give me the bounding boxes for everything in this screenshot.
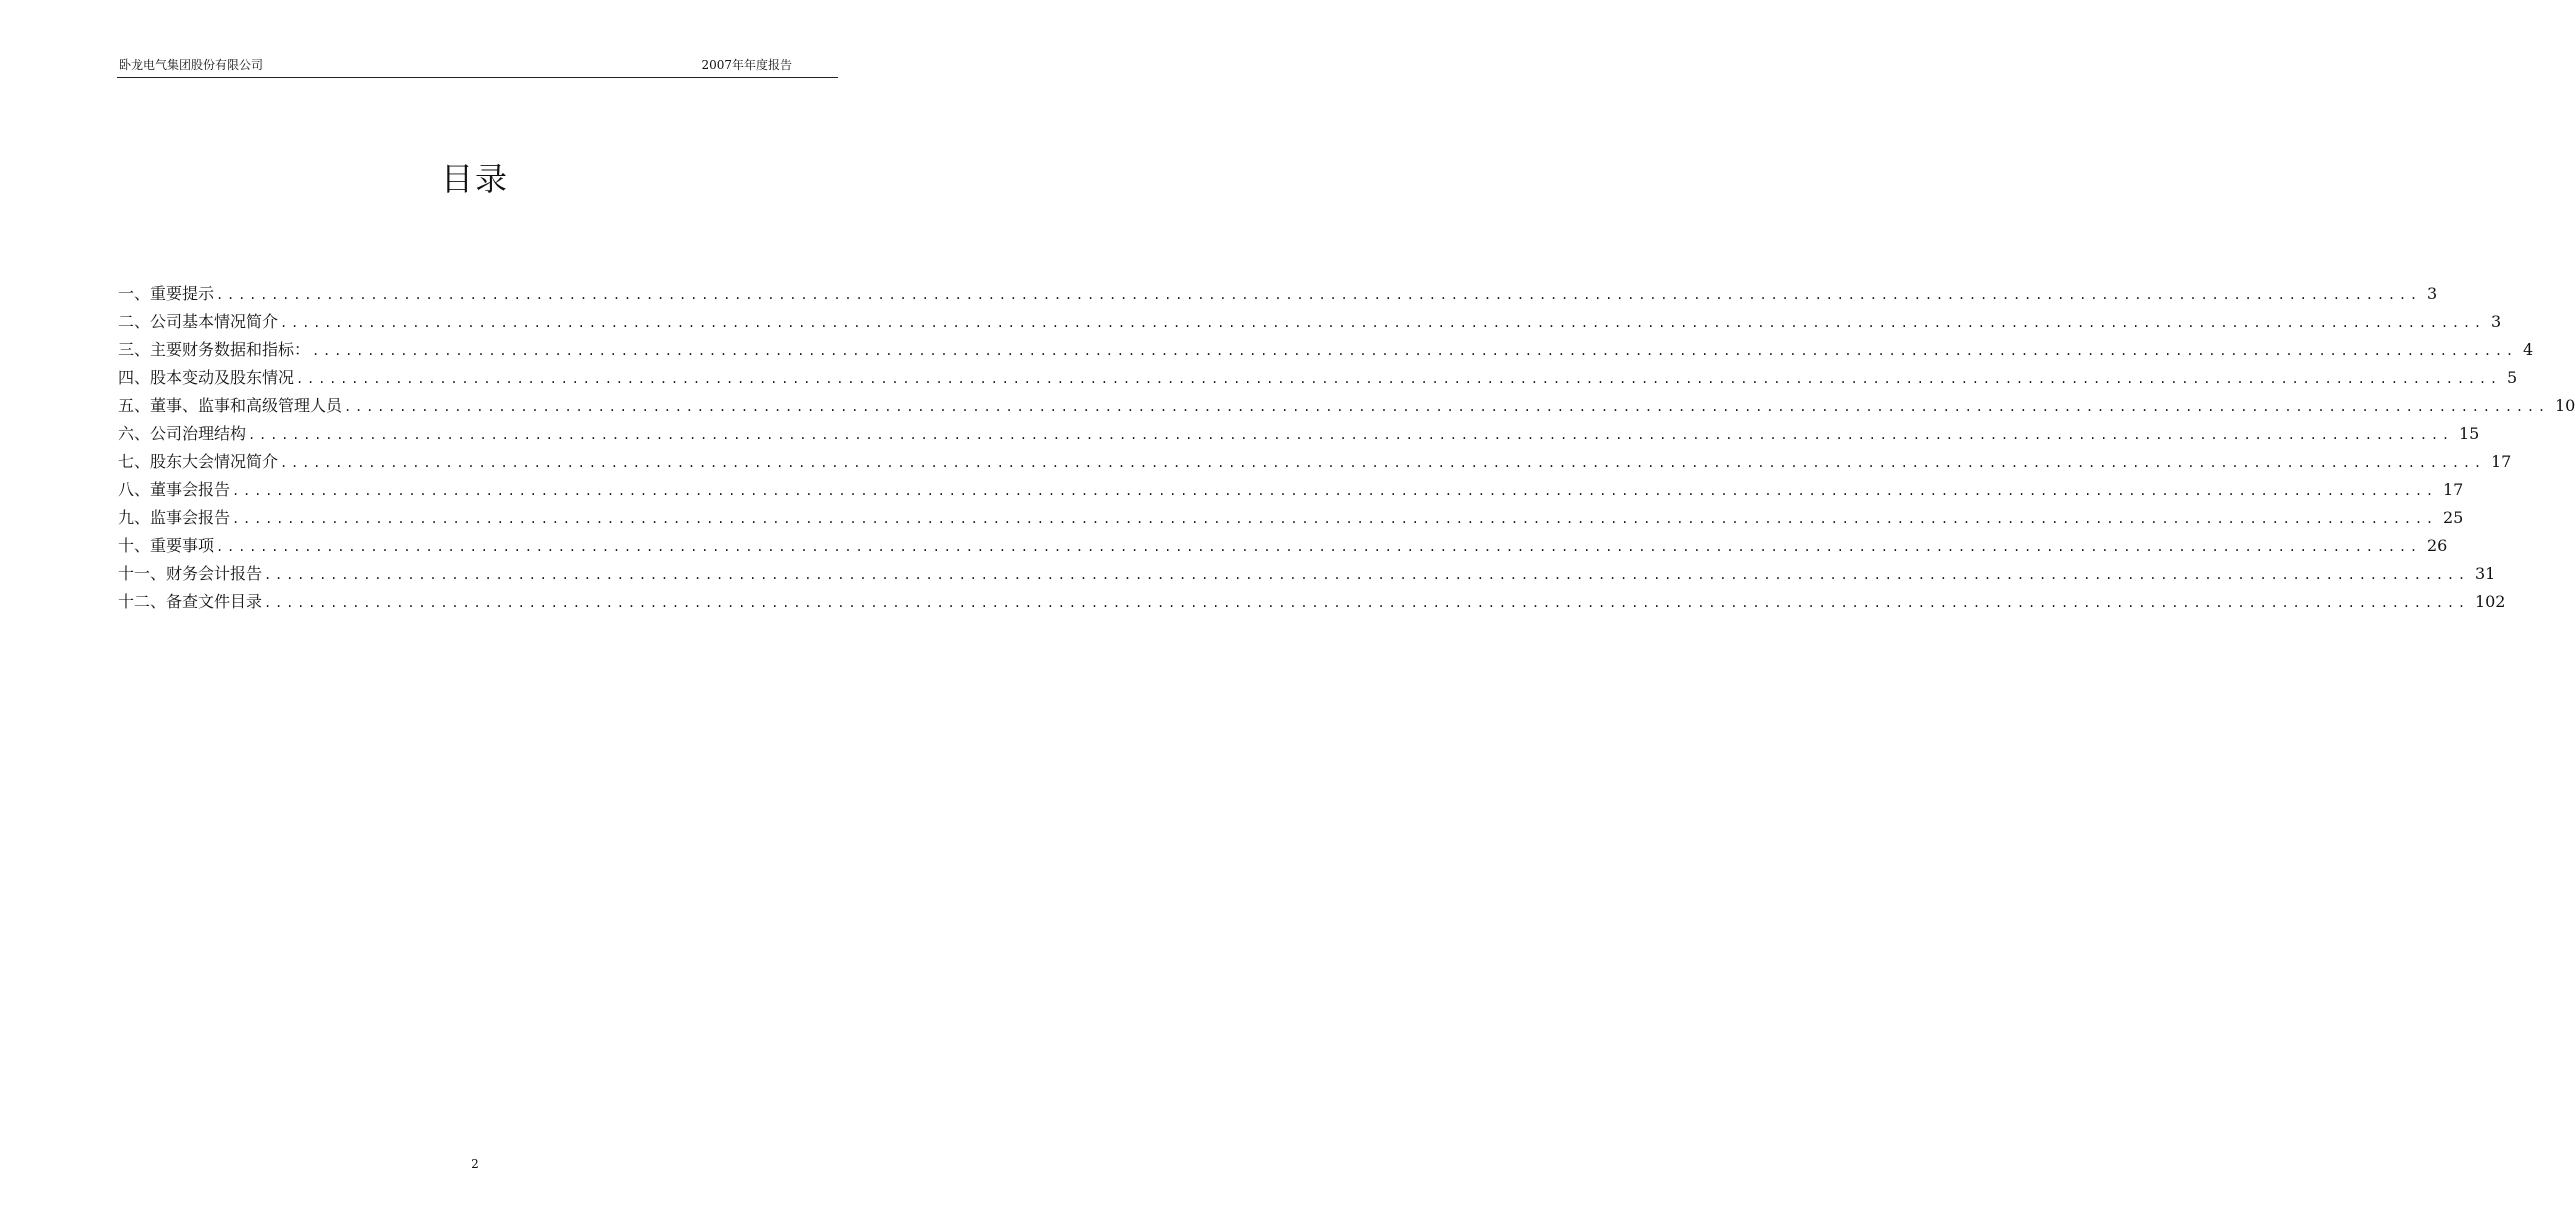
toc-entry-label: 六、公司治理结构 xyxy=(118,424,247,443)
toc-entry-label: 九、监事会报告 xyxy=(118,508,231,527)
toc-entry[interactable] xyxy=(118,422,2480,450)
toc-entry-label: 一、重要提示 xyxy=(118,284,215,303)
toc-leader-dots: ........................................................................................................................................................................................................ xyxy=(280,456,2485,470)
toc-entry-label: 二、公司基本情况简介 xyxy=(118,312,279,331)
toc-entry-page: 31 xyxy=(2474,564,2496,583)
toc-entry-page: 5 xyxy=(2506,368,2518,387)
toc-leader-dots: ........................................................................................................................................................................................................ xyxy=(296,372,2501,386)
table-of-contents xyxy=(118,282,2575,618)
toc-entry[interactable] xyxy=(118,534,2448,562)
company-name: 卧龙电气集团股份有限公司 xyxy=(119,58,264,72)
toc-leader-dots: ........................................................................................................................................................................................................ xyxy=(216,540,2421,554)
toc-entry-page: 17 xyxy=(2490,452,2512,471)
toc-entry[interactable] xyxy=(118,450,2512,478)
toc-entry-page: 3 xyxy=(2426,284,2438,303)
toc-entry[interactable] xyxy=(118,366,2518,394)
page-number: 2 xyxy=(471,1157,479,1171)
toc-leader-dots: ........................................................................................................................................................................................................ xyxy=(248,428,2453,442)
toc-leader-dots: ........................................................................................................................................................................................................ xyxy=(344,400,2549,414)
toc-entry-label: 八、董事会报告 xyxy=(118,480,231,499)
toc-leader-dots: ........................................................................................................................................................................................................ xyxy=(264,596,2469,610)
toc-entry-page: 15 xyxy=(2458,424,2480,443)
page-header xyxy=(117,55,838,78)
page-title: 目录 xyxy=(440,160,509,198)
toc-leader-dots: ........................................................................................................................................................................................................ xyxy=(312,344,2517,358)
toc-entry-label: 十一、财务会计报告 xyxy=(118,564,263,583)
toc-entry[interactable] xyxy=(118,394,2575,422)
toc-leader-dots: ........................................................................................................................................................................................................ xyxy=(232,512,2437,526)
toc-entry-page: 10 xyxy=(2554,396,2575,415)
toc-leader-dots: ........................................................................................................................................................................................................ xyxy=(280,316,2485,330)
toc-entry-page: 3 xyxy=(2490,312,2502,331)
toc-entry[interactable] xyxy=(118,590,2506,618)
toc-entry-label: 七、股东大会情况简介 xyxy=(118,452,279,471)
toc-entry-page: 102 xyxy=(2474,592,2506,611)
toc-leader-dots: ........................................................................................................................................................................................................ xyxy=(216,288,2421,302)
toc-entry-label: 十、重要事项 xyxy=(118,536,215,555)
toc-entry-page: 4 xyxy=(2522,340,2534,359)
toc-entry-page: 17 xyxy=(2442,480,2464,499)
toc-entry[interactable] xyxy=(118,282,2438,310)
toc-entry-label: 十二、备查文件目录 xyxy=(118,592,263,611)
report-title: 2007年年度报告 xyxy=(701,58,792,72)
toc-entry-page: 26 xyxy=(2426,536,2448,555)
toc-entry-label: 五、董事、监事和高级管理人员 xyxy=(118,396,343,415)
toc-entry[interactable] xyxy=(118,478,2464,506)
toc-entry-page: 25 xyxy=(2442,508,2464,527)
toc-entry-label: 四、股本变动及股东情况 xyxy=(118,368,295,387)
toc-entry[interactable] xyxy=(118,310,2502,338)
toc-entry[interactable] xyxy=(118,562,2496,590)
toc-leader-dots: ........................................................................................................................................................................................................ xyxy=(264,568,2469,582)
toc-entry[interactable] xyxy=(118,506,2464,534)
toc-leader-dots: ........................................................................................................................................................................................................ xyxy=(232,484,2437,498)
toc-entry[interactable] xyxy=(118,338,2534,366)
toc-entry-label: 三、主要财务数据和指标： xyxy=(118,340,311,359)
